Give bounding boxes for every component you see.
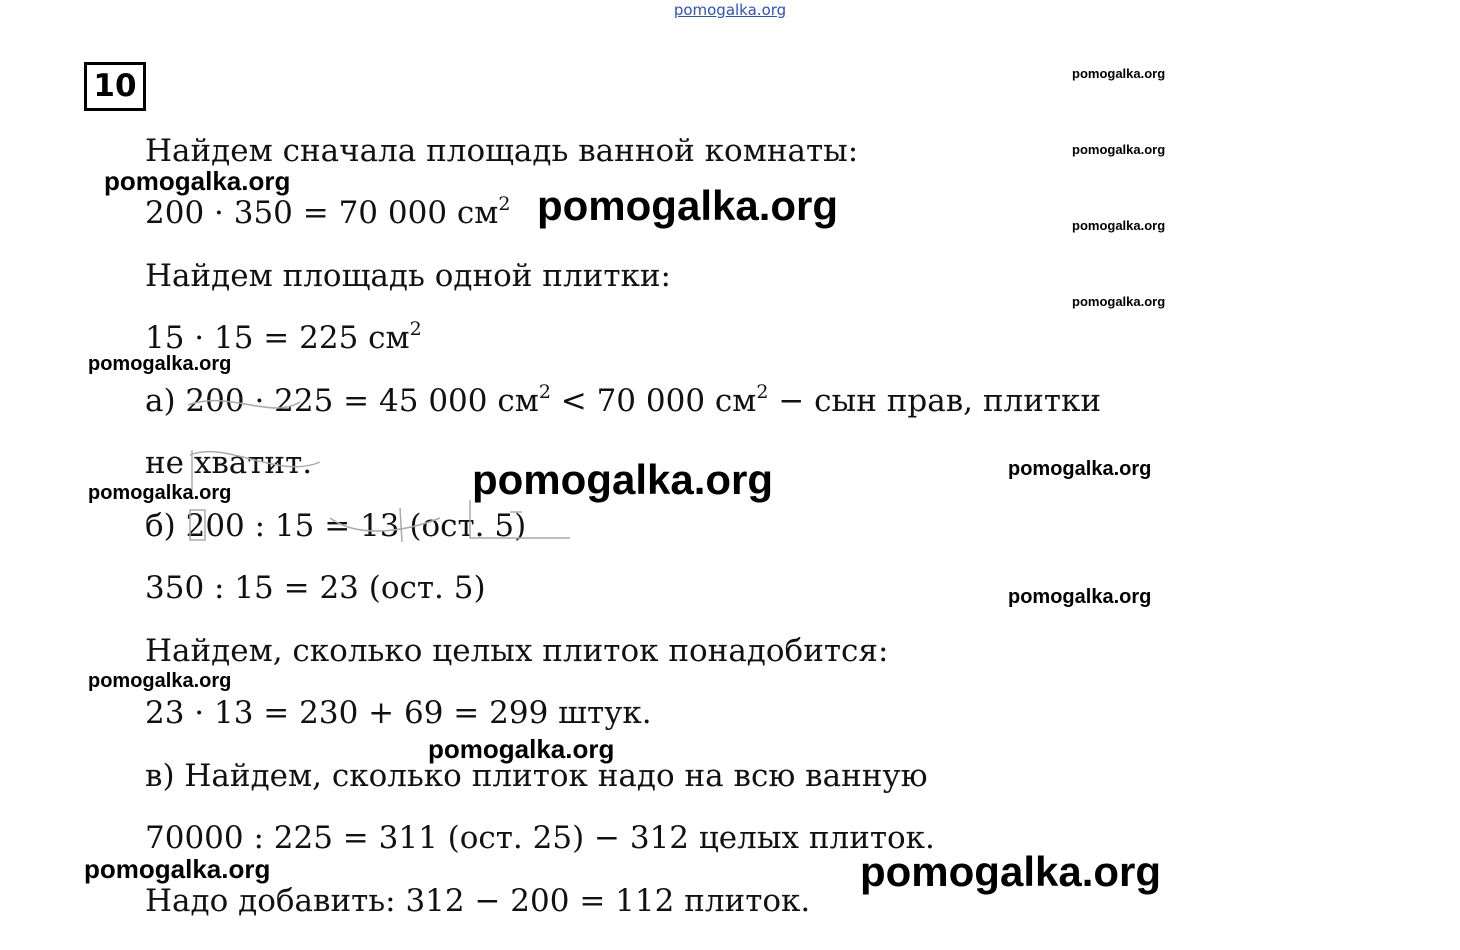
solution-line-5 <box>145 381 1101 421</box>
watermark: pomogalka.org <box>84 854 271 884</box>
solution-line-1: Найдем сначала площадь ванной комнаты: <box>145 133 859 169</box>
solution-line-4 <box>145 318 422 358</box>
equation-text: 15 · 15 = 225 см <box>145 320 410 356</box>
watermark: pomogalka.org <box>1008 586 1152 608</box>
solution-line-10: 23 · 13 = 230 + 69 = 299 штук. <box>145 695 652 731</box>
equation-text: − сын прав, плитки <box>768 383 1102 419</box>
solution-line-3: Найдем площадь одной плитки: <box>145 258 671 294</box>
watermark: pomogalka.org <box>88 670 232 692</box>
solution-line-9: Найдем, сколько целых плиток понадобится: <box>145 633 889 669</box>
superscript: 2 <box>409 318 422 340</box>
watermark: pomogalka.org <box>104 166 291 196</box>
solution-line-13: Надо добавить: 312 − 200 = 112 плиток. <box>145 883 811 919</box>
solution-line-8: 350 : 15 = 23 (ост. 5) <box>145 570 486 606</box>
watermark: pomogalka.org <box>88 353 232 375</box>
watermark: pomogalka.org <box>1008 458 1152 480</box>
superscript: 2 <box>498 193 511 215</box>
watermark: pomogalka.org <box>472 456 774 503</box>
watermark: pomogalka.org <box>428 734 615 764</box>
watermark: pomogalka.org <box>1072 142 1166 157</box>
equation-text: < 70 000 см <box>550 383 757 419</box>
superscript: 2 <box>756 381 769 403</box>
watermark: pomogalka.org <box>1072 218 1166 233</box>
equation-text: 200 · 350 = 70 000 см <box>145 195 499 231</box>
solution-line-12: 70000 : 225 = 311 (ост. 25) − 312 целых плиток. <box>145 820 935 856</box>
watermark: pomogalka.org <box>537 182 839 229</box>
site-link[interactable]: pomogalka.org <box>673 1 787 19</box>
equation-text: а) 200 · 225 = 45 000 см <box>145 383 539 419</box>
watermark: pomogalka.org <box>860 848 1162 895</box>
watermark: pomogalka.org <box>88 482 232 504</box>
solution-line-6: не хватит. <box>145 445 313 481</box>
task-number-box: 10 <box>84 62 146 111</box>
solution-line-7: б) 200 : 15 = 13 (ост. 5) <box>145 508 527 544</box>
superscript: 2 <box>538 381 551 403</box>
watermark: pomogalka.org <box>1072 66 1166 81</box>
watermark: pomogalka.org <box>1072 294 1166 309</box>
solution-line-11: в) Найдем, сколько плиток надо на всю ванную <box>145 758 928 794</box>
solution-line-2 <box>145 193 510 233</box>
